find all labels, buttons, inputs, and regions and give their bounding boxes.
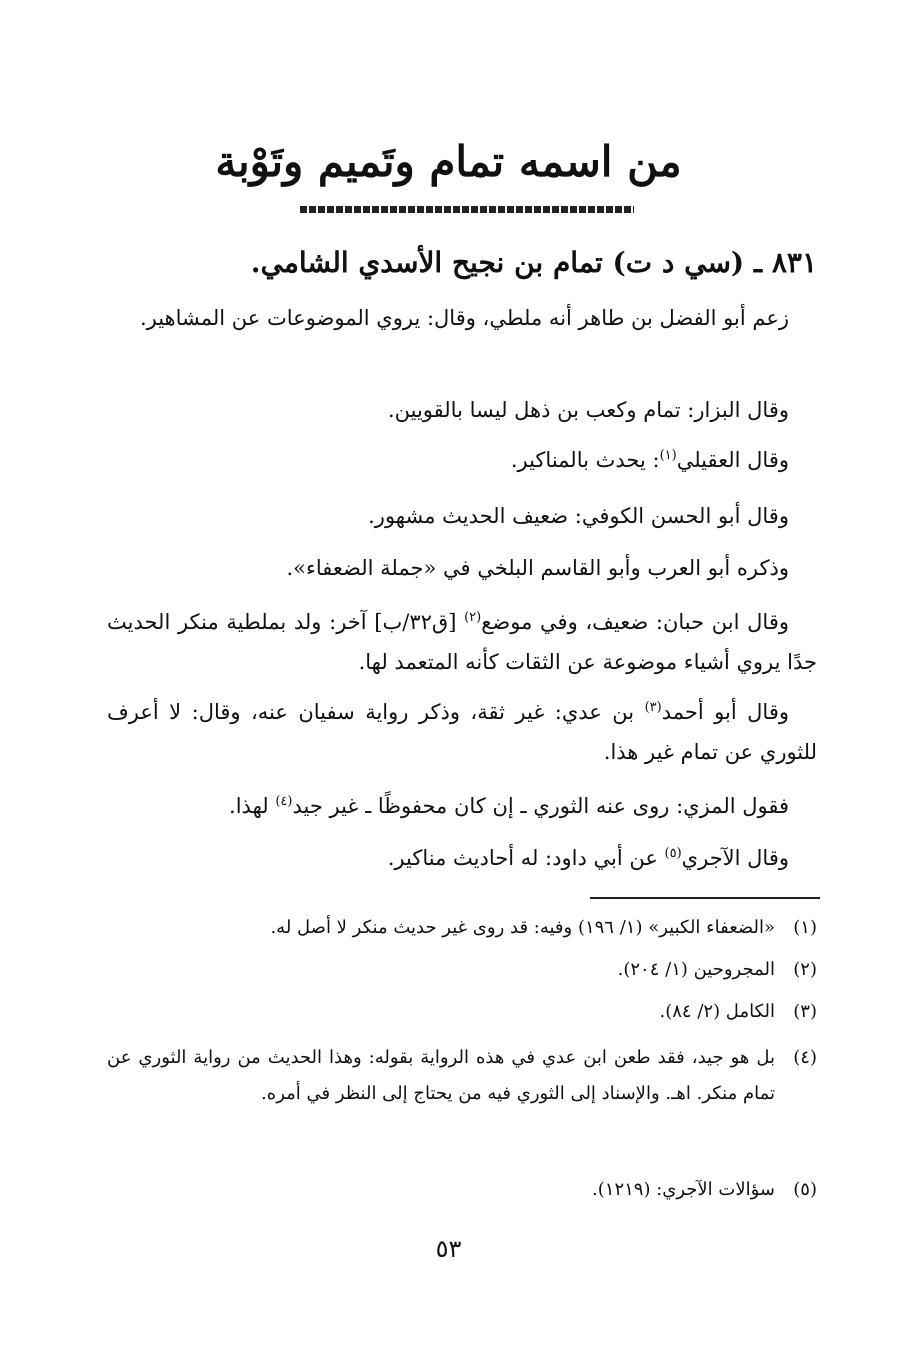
chapter-title: من اسمه تمام وتَميم وتَوْبة — [215, 137, 682, 186]
footnote-3 — [107, 994, 817, 1030]
footnote-number: (٤) — [793, 1047, 817, 1068]
paragraph-uqayli — [107, 440, 817, 480]
paragraph-ibn-hibban — [107, 602, 817, 682]
title-decorative-rule — [300, 206, 634, 213]
footnote-ref[interactable]: (٣) — [644, 700, 662, 715]
footnote-text: المجروحين (١/ ٢٠٤). — [617, 959, 775, 980]
footnote-text: «الضعفاء الكبير» (١/ ١٩٦) وفيه: قد روى غير حديث منكر لا أصل له. — [270, 917, 775, 938]
footnote-2 — [107, 952, 817, 988]
footnote-1 — [107, 910, 817, 946]
paragraph-text: وقال أبو الحسن الكوفي: ضعيف الحديث مشهور. — [368, 504, 789, 528]
footnote-text: بل هو جيد، فقد طعن ابن عدي في هذه الرواية بقوله: وهذا الحديث من رواية الثوري عن تمام منكر. اهـ. والإسناد إلى الثوري فيه من يحتاج إلى النظر في أمره. — [107, 1047, 775, 1104]
paragraph-text: وقال الآجري — [681, 846, 789, 870]
footnote-5 — [107, 1172, 817, 1208]
footnote-text: الكامل (٢/ ٨٤). — [659, 1001, 775, 1022]
footnote-ref[interactable]: (٤) — [275, 794, 293, 809]
paragraph-text: وقال العقيلي — [676, 448, 789, 472]
paragraph-text: وذكره أبو العرب وأبو القاسم البلخي في «جملة الضعفاء». — [286, 556, 789, 580]
footnote-separator — [590, 897, 820, 899]
paragraph-text: [ق٣٢/ب] آخر: ولد بملطية منكر الحديث جدًا يروي أشياء موضوعة عن الثقات كأنه المتعمد لها. — [107, 610, 817, 674]
footnote-ref[interactable]: (٥) — [664, 846, 682, 861]
paragraph-ibn-tahir — [107, 298, 817, 338]
footnote-number: (١) — [793, 917, 817, 938]
paragraph-text: وقال ابن حبان: ضعيف، وفي موضع — [481, 610, 790, 634]
footnote-number: (٢) — [793, 959, 817, 980]
footnote-ref[interactable]: (٢) — [464, 610, 482, 625]
paragraph-kufi — [107, 496, 817, 536]
paragraph-text: لهذا. — [229, 794, 276, 818]
footnote-ref[interactable]: (١) — [659, 448, 677, 463]
entry-heading: ٨٣١ ـ (سي د ت) تمام بن نجيح الأسدي الشامي. — [250, 246, 817, 279]
paragraph-ajurri — [107, 838, 817, 878]
footnote-number: (٥) — [793, 1179, 817, 1200]
paragraph-text: عن أبي داود: له أحاديث مناكير. — [387, 846, 665, 870]
paragraph-text: وقال البزار: تمام وكعب بن ذهل ليسا بالقويين. — [387, 398, 789, 422]
paragraph-ibn-adi — [107, 692, 817, 772]
paragraph-bazzar — [107, 390, 817, 430]
paragraph-text: زعم أبو الفضل بن طاهر أنه ملطي، وقال: يروي الموضوعات عن المشاهير. — [139, 306, 789, 330]
paragraph-text: وقال أبو أحمد — [661, 700, 790, 724]
footnote-number: (٣) — [793, 1001, 817, 1022]
footnote-4 — [107, 1040, 817, 1112]
paragraph-text: : يحدث بالمناكير. — [510, 448, 660, 472]
paragraph-text: فقول المزي: روى عنه الثوري ـ إن كان محفوظًا ـ غير جيد — [292, 794, 789, 818]
paragraph-mizzi — [107, 786, 817, 826]
page-number: ٥٣ — [435, 1235, 462, 1263]
footnote-text: سؤالات الآجري: (١٢١٩). — [592, 1179, 775, 1200]
paragraph-text: بن عدي: غير ثقة، وذكر رواية سفيان عنه، وقال: لا أعرف للثوري عن تمام غير هذا. — [107, 700, 817, 764]
paragraph-abu-al-arab — [107, 548, 817, 588]
